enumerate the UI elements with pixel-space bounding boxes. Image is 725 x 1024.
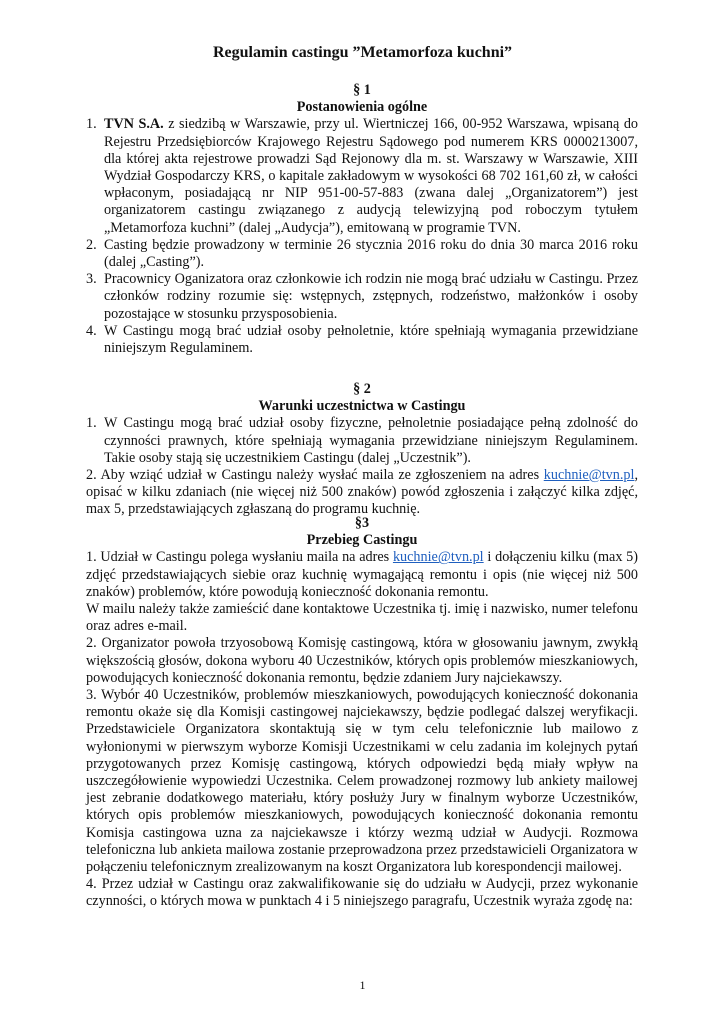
section-3-paragraph-1: [86, 549, 638, 601]
item-text: z siedzibą w Warszawie, przy ul. Wiertniczej 166, 00-952 Warszawa, wpisaną do Rejestru Przedsiębiorców Krajowego Rejestru Sądowego pod numerem KRS 0000213007, dla której akta rejestrowe prowadzi Sąd Rejonowy dla m. st. Warszawy w Warszawie, XIII Wydział Gospodarczy KRS, o kapitale zakładowym w wysokości 68 702 161,60 zł, w całości wpłaconym, posiadającą nr NIP 951-00-57-883 (zwana dalej „Organizatorem”) jest organizatorem castingu związanego z audycją telewizyjną pod roboczym tytułem „Metamorfoza kuchni” (dalej „Audycja”), emitowaną w programie TVN.: [104, 116, 639, 236]
company-name: TVN S.A.: [104, 116, 164, 133]
item-text: W Castingu mogą brać udział osoby pełnoletnie, które spełniają wymagania przewidziane niniejszym Regulaminem.: [104, 322, 638, 357]
section-1: [86, 82, 638, 357]
item-number: 3.: [86, 271, 97, 288]
list-item: [86, 116, 638, 236]
list-item: [86, 237, 638, 271]
section-3-paragraph-3: 3. Wybór 40 Uczestników, problemów mieszkaniowych, powodujących konieczność dokonania remontu okaże się dla Komisji castingowej najciekawszy, będzie podlegać dalszej weryfikacji. Przedstawiciele Organizatora skontaktują się w tym celu telefonicznie lub mailowo z wyłonionymi w pierwszym wyborze Komisji Uczestnikami w celu zadania im kolejnych pytań przygotowanych przez Komisję castingową, których odpowiedzi będą miały wpływ na uszczegółowienie wypowiedzi Uczestnika. Celem prowadzonej rozmowy lub ankiety mailowej jest zebranie dodatkowego materiału, który posłuży Jury w finalnym wyborze Uczestników, których opis problemów mieszkaniowych, powodujących konieczność dokonania remontu Komisja castingowa uzna za najciekawsze i którzy wezmą udział w Audycji. Rozmowa telefoniczna lub ankieta mailowa zostanie przeprowadzona przez przedstawicieli Organizatora w połączeniu telefonicznym zrealizowanym na koszt Organizatora lub korespondencji mailowej.: [86, 687, 638, 876]
section-2-list: [86, 415, 638, 467]
section-3-paragraph-1b: W mailu należy także zamieścić dane kontaktowe Uczestnika tj. imię i nazwisko, numer telefonu oraz adres e-mail.: [86, 601, 638, 635]
list-item: [86, 323, 638, 357]
item-text: Casting będzie prowadzony w terminie 26 stycznia 2016 roku do dnia 30 marca 2016 roku (dalej „Casting”).: [104, 236, 638, 271]
section-2: [86, 381, 638, 519]
item-number: 2.: [86, 236, 97, 253]
document-title: Regulamin castingu ”Metamorfoza kuchni”: [212, 44, 513, 61]
section-3-paragraph-4: 4. Przez udział w Castingu oraz zakwalifikowanie się do udziału w Audycji, przez wykonanie czynności, o których mowa w punktach 4 i 5 niniejszego paragrafu, Uczestnik wyraża zgodę na:: [86, 876, 638, 910]
section-3: [86, 515, 638, 911]
item-text: Pracownicy Oganizatora oraz członkowie ich rodzin nie mogą brać udziału w Castingu. Przez członków rodziny rozumie się: wstępnych, zstępnych, rodzeństwo, małżonków i osoby pozostające w stosunku przysposobienia.: [104, 271, 638, 322]
section-2-mark: § 2: [353, 381, 371, 397]
list-item: [86, 415, 638, 467]
page-number: 1: [359, 978, 366, 992]
item-number: 4.: [86, 322, 97, 339]
section-2-heading: Warunki uczestnictwa w Castingu: [258, 398, 466, 415]
section-3-mark: §3: [354, 515, 370, 531]
item-number: 1.: [86, 116, 97, 133]
email-link[interactable]: kuchnie@tvn.pl: [392, 549, 484, 566]
section-1-heading: Postanowienia ogólne: [296, 99, 428, 116]
section-1-list: [86, 116, 638, 357]
paragraph-text: i dołączeniu kilku (max 5) zdjęć przedstawiających siebie oraz kuchnię wymagającą remontu i opis (nie więcej niż 500 znaków) problemów, które powodują konieczność dokonania remontu.: [86, 549, 638, 600]
list-item: [86, 271, 638, 323]
section-3-paragraph-2: 2. Organizator powoła trzyosobową Komisję castingową, która w głosowaniu jawnym, zwykłą większością głosów, dokona wyboru 40 Uczestników, których opis problemów mieszkaniowych, powodujących konieczność dokonania remontu, będzie zdaniem Jury najciekawszy.: [86, 635, 638, 686]
section-1-mark: § 1: [353, 82, 371, 98]
section-3-heading: Przebieg Castingu: [306, 532, 418, 549]
item-text: W Castingu mogą brać udział osoby fizyczne, pełnoletnie posiadające pełną zdolność do czynności prawnych, które spełniają wymagania przewidziane niniejszym Regulaminem. Takie osoby stają się uczestnikiem Castingu (dalej „Uczestnik”).: [104, 415, 638, 466]
email-link[interactable]: kuchnie@tvn.pl: [543, 467, 635, 484]
item-number: 1.: [86, 415, 97, 432]
section-2-paragraph-2: [86, 467, 638, 519]
paragraph-text: , opisać w kilku zdaniach (nie więcej niż 500 znaków) powód zgłoszenia i załączyć kilka zdjęć, max 5, przedstawiających zgłaszaną do programu kuchnię.: [86, 467, 638, 518]
paragraph-text: 1. Udział w Castingu polega wysłaniu maila na adres: [86, 549, 393, 566]
paragraph-text: 2. Aby wziąć udział w Castingu należy wysłać maila ze zgłoszeniem na adres: [86, 467, 544, 484]
